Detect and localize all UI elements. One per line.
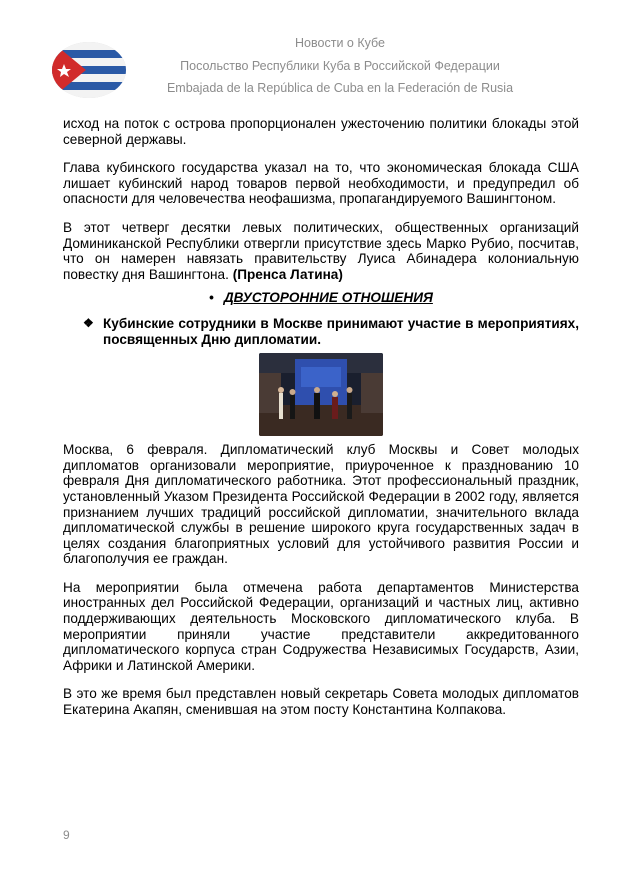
bullet-icon: • — [209, 290, 214, 306]
paragraph: исход на поток с острова пропорционален ужесточению политики блокады этой северной державы. — [63, 116, 579, 147]
section-heading — [63, 290, 579, 306]
paragraph: В это же время был представлен новый секретарь Совета молодых дипломатов Екатерина Акапян, сменившая на этом посту Константина Колпакова. — [63, 686, 579, 718]
source-label: (Пренса Латина) — [232, 266, 343, 282]
header-title: Новости о Кубе — [295, 36, 385, 50]
page-number: 9 — [63, 828, 70, 842]
diamond-bullet-icon: ❖ — [83, 315, 94, 330]
paragraph — [63, 220, 579, 282]
cuban-flag-logo — [52, 42, 126, 98]
header-embassy-ru: Посольство Республики Куба в Российской Федерации — [180, 59, 500, 73]
paragraph: На мероприятии была отмечена работа департаментов Министерства иностранных дел Российской Федерации, организаций и частных лиц, активно поддерживающих деятельность Московского дипломатического клуба. В мероприятии приняли участие представители аккредитованного дипломатического корпуса стран Содружества Независимых Государств, Азии, Африки и Латинской Америки. — [63, 579, 579, 673]
sub-heading-text: Кубинские сотрудники в Москве принимают участие в мероприятиях, посвященных Дню дипломатии. — [103, 315, 579, 347]
paragraph: Глава кубинского государства указал на то, что экономическая блокада США лишает кубинский народ товаров первой необходимости, и предупредил об опасности для человечества неофашизма, пропагандируемого Вашингтоном. — [63, 160, 579, 207]
article-body — [63, 116, 579, 731]
sub-heading — [63, 316, 579, 347]
paragraph-text: В этот четверг десятки левых политических, общественных организаций Доминиканской Республики отвергли присутствие здесь Марко Рубио, посчитав, что он намерен навязать правительству Луиса Абинадера колониальную повестку дня Вашингтона. — [63, 219, 579, 282]
paragraph: Москва, 6 февраля. Дипломатический клуб Москвы и Совет молодых дипломатов организовали мероприятие, приуроченное к празднованию 10 февраля Дня дипломатического работника. Этот профессиональный праздник, установленный Указом Президента Российской Федерации в 2002 году, является признанием лучших традиций российской дипломатии, значительного вклада дипломатической службы в решение широкого круга государственных задач в целях создания благоприятных условий для устойчивого развития России и благополучия ее граждан. — [63, 442, 579, 567]
section-title: ДВУСТОРОННИЕ ОТНОШЕНИЯ — [223, 290, 433, 306]
event-photo — [259, 353, 383, 436]
header-embassy-es: Embajada de la República de Cuba en la Federación de Rusia — [166, 81, 514, 95]
